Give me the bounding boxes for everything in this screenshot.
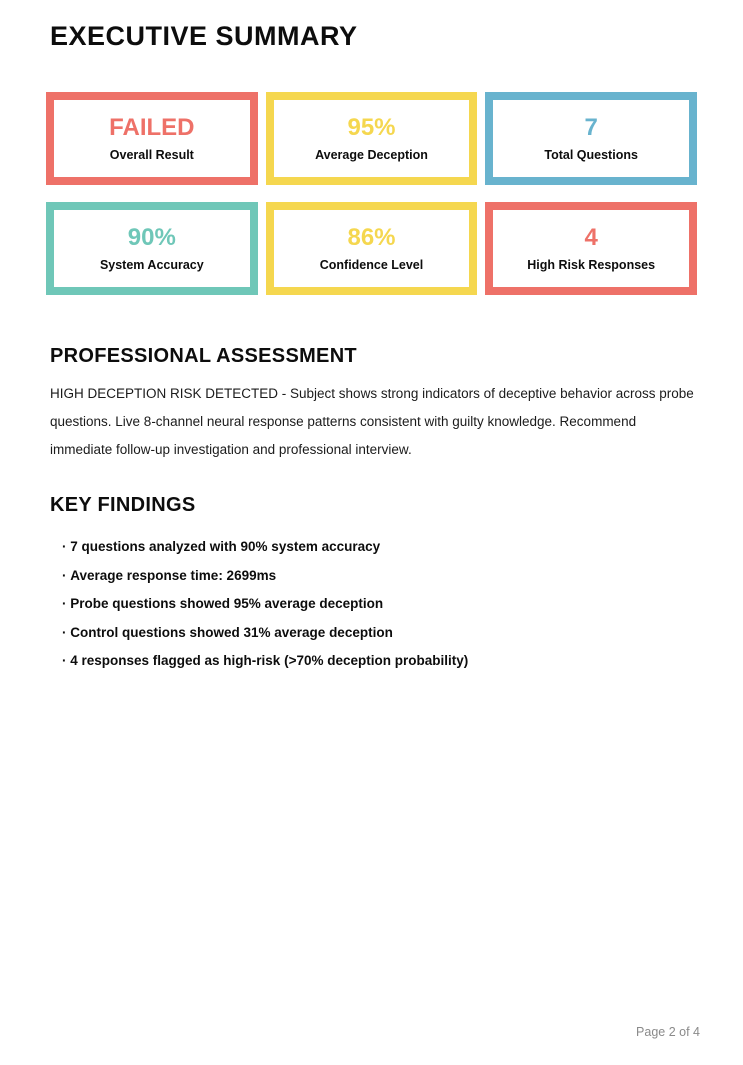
metric-value: 4 xyxy=(584,223,598,251)
key-findings-list xyxy=(62,533,693,676)
metric-label: High Risk Responses xyxy=(527,258,656,273)
metric-value: 86% xyxy=(347,223,396,251)
assessment-heading: PROFESSIONAL ASSESSMENT xyxy=(50,345,357,367)
metric-label: Confidence Level xyxy=(319,258,424,273)
metric-label: Overall Result xyxy=(109,148,194,163)
page-title: EXECUTIVE SUMMARY xyxy=(50,21,358,51)
report-page xyxy=(0,21,743,1065)
metric-value: 90% xyxy=(127,223,176,251)
key-findings-heading: KEY FINDINGS xyxy=(50,494,196,516)
metric-value: 95% xyxy=(347,113,396,141)
metric-card-total-questions xyxy=(485,92,697,185)
finding-item: · Probe questions showed 95% average deception xyxy=(62,590,693,619)
metric-card-confidence-level xyxy=(266,202,478,295)
metric-value: FAILED xyxy=(109,113,195,141)
finding-item: · Control questions showed 31% average deception xyxy=(62,619,693,648)
assessment-body-text: HIGH DECEPTION RISK DETECTED - Subject shows strong indicators of deceptive behavior across probe questions. Live 8-channel neural response patterns consistent with guilty knowledge. Recommend immediate follow-up investigation and professional interview. xyxy=(50,386,694,457)
page-number: Page 2 of 4 xyxy=(636,1025,700,1039)
metric-card-high-risk-responses xyxy=(485,202,697,295)
metric-card-overall-result xyxy=(46,92,258,185)
metric-label: System Accuracy xyxy=(99,258,204,273)
metric-label: Total Questions xyxy=(544,148,638,163)
finding-item: · 4 responses flagged as high-risk (>70% deception probability) xyxy=(62,647,693,676)
finding-item: · 7 questions analyzed with 90% system accuracy xyxy=(62,533,693,562)
metric-card-average-deception xyxy=(266,92,478,185)
metric-cards-grid xyxy=(46,92,697,295)
metric-value: 7 xyxy=(584,113,598,141)
metric-label: Average Deception xyxy=(315,148,428,163)
finding-item: · Average response time: 2699ms xyxy=(62,562,693,591)
metric-card-system-accuracy xyxy=(46,202,258,295)
